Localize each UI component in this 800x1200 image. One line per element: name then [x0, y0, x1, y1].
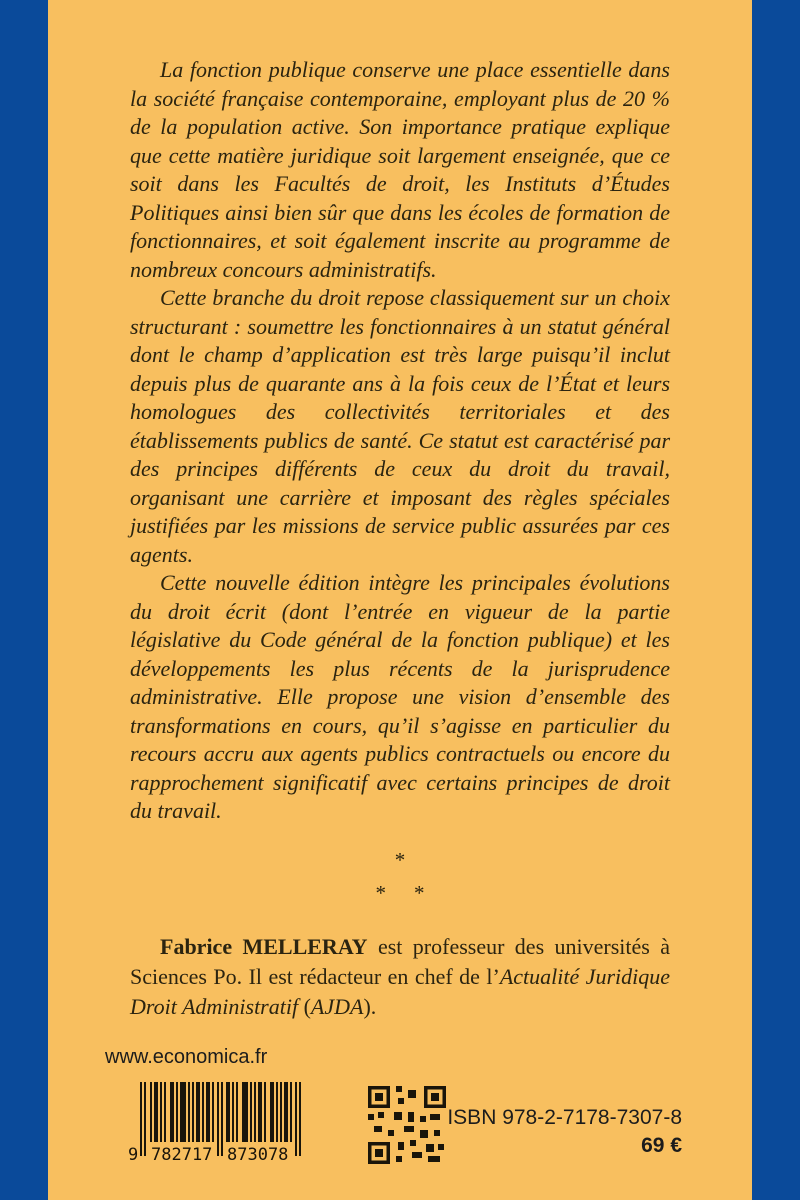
bio-journal-abbr: AJDA	[310, 993, 364, 1019]
barcode-digit-left: 9	[128, 1145, 139, 1165]
paragraph-1: La fonction publique conserve une place essentielle dans la société française contemporaine, employant plus de 20 % de la population active. Son importance pratique explique que cette matière juridique soit largement enseignée, que ce soit dans les Facultés de droit, les Instituts d’Études Politiques ainsi bien sûr que dans les écoles de formation de fonctionnaires, et soit également inscrite au programme de nombreux concours administratifs.	[130, 57, 670, 282]
price: 69 €	[641, 1134, 682, 1157]
barcode-digit-right: 873078	[227, 1145, 289, 1165]
paragraph-3: Cette nouvelle édition intègre les principales évolutions du droit écrit (dont l’entrée en vigueur de la partie législative du Code général de la fonction publique) et les développements les plus récents de la jurisprudence administrative. Elle propose une vision d’ensemble des transformations en cours, qu’il s’agisse en particulier du recours accru aux agents publics contractuels ou encore du rapprochement significatif avec certains principes de droit du travail.	[130, 570, 670, 823]
author-name: Fabrice MELLERAY	[160, 933, 368, 959]
asterisk-top: *	[394, 847, 406, 872]
bio-text-1: est professeur des universités à Sciences Po. Il est rédacteur en chef de l’	[130, 933, 670, 989]
asterisk-left: *	[375, 880, 386, 905]
back-cover-text	[130, 56, 670, 826]
paragraph-2: Cette branche du droit repose classiquement sur un choix structurant : soumettre les fonctionnaires à un statut général dont le champ d’application est très large puisqu’il inclut depuis plus de quarante ans à la fois ceux de l’État et leurs homologues des collectivités territoriales et des établissements publics de santé. Ce statut est caractérisé par des principes différents de ceux du droit du travail, organisant une carrière et imposant des règles spéciales justifiées par les missions de service public assurées par ces agents.	[130, 285, 670, 567]
ean-barcode	[126, 1082, 306, 1174]
asterisk-separator	[48, 847, 752, 905]
asterisk-row	[48, 880, 752, 905]
publisher-website: www.economica.fr	[105, 1046, 268, 1068]
isbn-number: ISBN 978-2-7178-7307-8	[447, 1106, 682, 1129]
bio-text-3: ).	[363, 993, 377, 1019]
bio-text-2: (	[298, 993, 311, 1019]
qr-code-graphic	[368, 1086, 446, 1164]
cover-background	[48, 0, 752, 1200]
author-bio	[130, 932, 670, 1022]
bio-journal-title: Actualité Juridique Droit Administratif	[130, 963, 670, 1019]
barcode-graphic	[126, 1082, 306, 1174]
asterisk-right: *	[414, 880, 425, 905]
barcode-digit-mid: 782717	[151, 1145, 213, 1165]
qr-code	[368, 1086, 446, 1164]
isbn-price-block	[447, 1106, 682, 1158]
